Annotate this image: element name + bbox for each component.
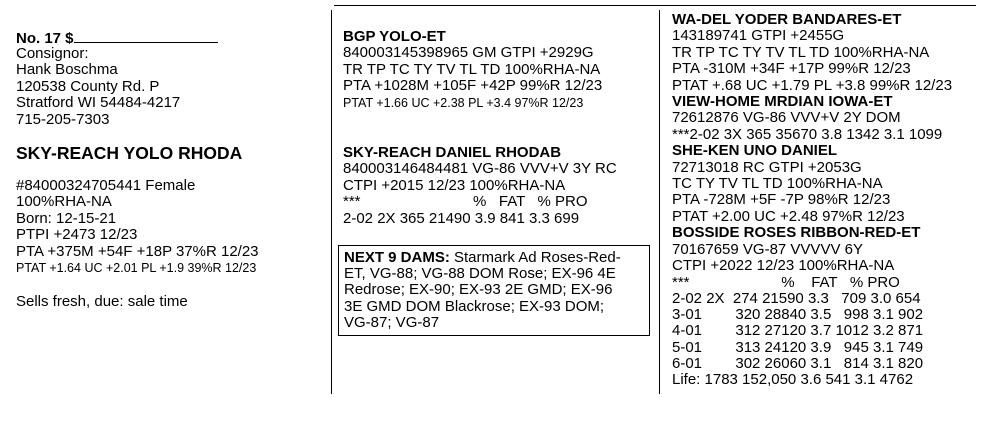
next-dams-text: ET, VG-88; VG-88 DOM Rose; EX-96 4E xyxy=(344,265,616,283)
record-row: 5-01 313 24120 3.9 945 3.1 749 xyxy=(672,338,924,356)
rha-line: 100%RHA-NA xyxy=(16,193,112,211)
consignor-label: Consignor: xyxy=(16,45,89,62)
dam-block xyxy=(343,145,617,227)
pedigree-line: CTPI +2022 12/23 100%RHA-NA xyxy=(672,257,895,275)
next-dams-text: VG-87; VG-87 xyxy=(344,313,440,331)
dam-line: 840003146484481 VG-86 VVV+V 3Y RC xyxy=(343,160,617,178)
pedigree-line: PTAT +.68 UC +1.79 PL +3.8 99%R 12/23 xyxy=(672,76,953,94)
born-date: Born: 12-15-21 xyxy=(16,209,117,227)
maternal-pedigree xyxy=(672,12,952,389)
next-dams-box xyxy=(338,245,650,336)
next-dams-text: Starmark Ad Roses-Red- xyxy=(449,249,621,266)
sire-line: TR TP TC TY TV TL TD 100%RHA-NA xyxy=(343,60,601,78)
sire-block xyxy=(343,29,602,111)
record-header: *** % FAT % PRO xyxy=(672,273,900,291)
pedigree-line: PTAT +2.00 UC +2.48 97%R 12/23 xyxy=(672,207,905,225)
consignor-address-2: Stratford WI 54484-4217 xyxy=(16,94,181,112)
maternal-granddam-name: VIEW-HOME MRDIAN IOWA-ET xyxy=(672,93,893,111)
pedigree-line: TC TY TV TL TD 100%RHA-NA xyxy=(672,175,883,193)
consignor-address-1: 120538 County Rd. P xyxy=(16,77,160,95)
pta-line: PTA +375M +54F +18P 37%R 12/23 xyxy=(16,242,259,260)
record-row: 2-02 2X 274 21590 3.3 709 3.0 654 xyxy=(672,289,921,307)
consignor-name: Hank Boschma xyxy=(16,61,118,79)
sire-name: BGP YOLO-ET xyxy=(343,28,446,45)
consignor-phone: 715-205-7303 xyxy=(16,110,110,128)
price-blank xyxy=(74,29,218,43)
ptpi-line: PTPI +2473 12/23 xyxy=(16,226,138,244)
maternal-great-granddam-name: BOSSIDE ROSES RIBBON-RED-ET xyxy=(672,224,921,242)
record-row: 4-01 312 27120 3.7 1012 3.2 871 xyxy=(672,322,924,340)
pedigree-line: TR TP TC TY TV TL TD 100%RHA-NA xyxy=(672,43,930,61)
pedigree-line: 70167659 VG-87 VVVVV 6Y xyxy=(672,240,863,258)
consignor-block xyxy=(16,46,180,128)
sire-ptat-line: PTAT +1.66 UC +2.38 PL +3.4 97%R 12/23 xyxy=(343,95,584,110)
animal-details xyxy=(16,178,259,276)
pedigree-line: PTA -728M +5F -7P 98%R 12/23 xyxy=(672,191,891,209)
dam-line: CTPI +2015 12/23 100%RHA-NA xyxy=(343,176,566,194)
sire-line: 840003145398965 GM GTPI +2929G xyxy=(343,44,594,62)
pedigree-line: PTA -310M +34F +17P 99%R 12/23 xyxy=(672,60,911,78)
maternal-grandsire-name: WA-DEL YODER BANDARES-ET xyxy=(672,11,902,28)
next-dams-text: Redrose; EX-90; EX-93 2E GMD; EX-96 xyxy=(344,281,613,299)
sire-line: PTA +1028M +105F +42P 99%R 12/23 xyxy=(343,77,603,95)
record-row: 3-01 320 28840 3.5 998 3.1 902 xyxy=(672,306,924,324)
registration-line: #84000324705441 Female xyxy=(16,177,196,194)
maternal-great-grandsire-name: SHE-KEN UNO DANIEL xyxy=(672,142,838,160)
top-rule xyxy=(334,5,976,6)
pedigree-line: ***2-02 3X 365 35670 3.8 1342 3.1 1099 xyxy=(672,125,943,143)
column-divider-left xyxy=(331,10,332,394)
lifetime-record: Life: 1783 152,050 3.6 541 3.1 4762 xyxy=(672,371,914,389)
sells-note: Sells fresh, due: sale time xyxy=(16,293,188,310)
next-dams-label: NEXT 9 DAMS: xyxy=(344,249,450,266)
pedigree-line: 143189741 GTPI +2455G xyxy=(672,27,845,45)
record-row: 6-01 302 26060 3.1 814 3.1 820 xyxy=(672,354,924,372)
pedigree-line: 72713018 RC GTPI +2053G xyxy=(672,158,862,176)
dam-name: SKY-REACH DANIEL RHODAB xyxy=(343,144,562,161)
lot-number-label: No. 17 $ xyxy=(16,30,74,47)
next-dams-text: 3E GMD DOM Blackrose; EX-93 DOM; xyxy=(344,297,605,315)
ptat-line: PTAT +1.64 UC +2.01 PL +1.9 39%R 12/23 xyxy=(16,261,257,276)
dam-record-header: *** % FAT % PRO xyxy=(343,193,588,211)
pedigree-line: 72612876 VG-86 VVV+V 2Y DOM xyxy=(672,109,901,127)
column-divider-right xyxy=(659,10,660,394)
animal-name: SKY-REACH YOLO RHODA xyxy=(16,143,243,163)
dam-record-row: 2-02 2X 365 21490 3.9 841 3.3 699 xyxy=(343,209,580,227)
